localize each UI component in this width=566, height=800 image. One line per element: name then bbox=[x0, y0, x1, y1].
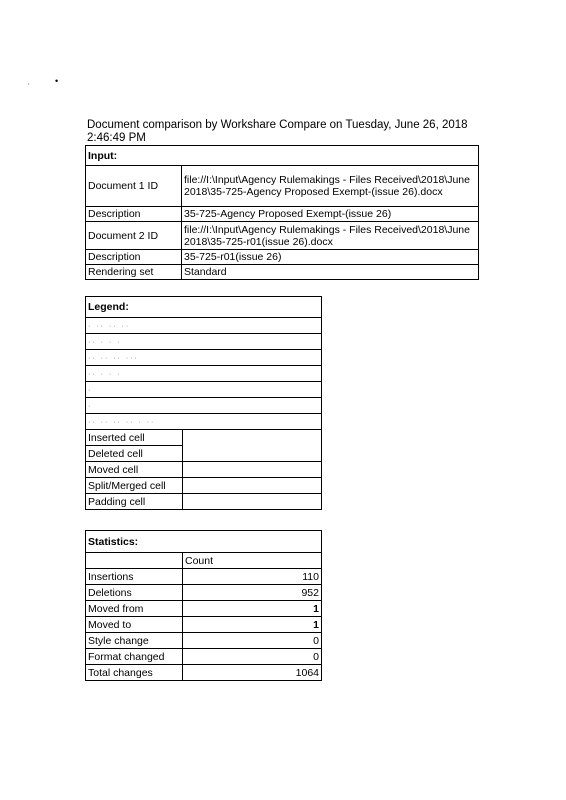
legend-sample-row bbox=[86, 398, 322, 414]
stat-label-format-changed: Format changed bbox=[86, 649, 183, 665]
legend-sample-row bbox=[86, 350, 322, 366]
stat-count-format-changed: 0 bbox=[183, 649, 322, 665]
legend-table bbox=[85, 296, 322, 510]
statistics-header-blank bbox=[86, 553, 183, 569]
document-1-id-label: Document 1 ID bbox=[86, 166, 182, 207]
statistics-title: Statistics: bbox=[86, 531, 322, 553]
stat-count-insertions: 110 bbox=[183, 569, 322, 585]
legend-sample-text: · bbox=[88, 402, 93, 410]
document-1-id-value: file://I:\Input\Agency Rulemakings - Files Received\2018\June 2018\35-725-Agency Proposed Exempt-(issue 26).docx bbox=[182, 166, 479, 207]
legend-inserted-cell: Inserted cell bbox=[86, 430, 183, 446]
legend-sample-row bbox=[86, 334, 322, 350]
rendering-set-value: Standard bbox=[182, 265, 479, 280]
description-1-label: Description bbox=[86, 207, 182, 222]
legend-sample-text: ·· ·· ·· ·· · ·· bbox=[88, 418, 156, 426]
legend-title: Legend: bbox=[86, 297, 322, 318]
description-2-label: Description bbox=[86, 250, 182, 265]
statistics-table bbox=[85, 530, 322, 681]
input-table bbox=[85, 145, 479, 280]
stat-count-deletions: 952 bbox=[183, 585, 322, 601]
stat-label-moved-from: Moved from bbox=[86, 601, 183, 617]
stat-count-style-change: 0 bbox=[183, 633, 322, 649]
stat-count-moved-from: 1 bbox=[183, 601, 322, 617]
stat-count-total-changes: 1064 bbox=[183, 665, 322, 681]
legend-sample-text: ·· ·· ·· ··· bbox=[88, 354, 139, 362]
legend-moved-swatch bbox=[183, 462, 322, 478]
stat-label-style-change: Style change bbox=[86, 633, 183, 649]
scan-speck: ' bbox=[28, 82, 30, 91]
legend-split-merged-cell: Split/Merged cell bbox=[86, 478, 183, 494]
legend-padding-cell: Padding cell bbox=[86, 494, 183, 510]
document-2-id-value: file://I:\Input\Agency Rulemakings - Files Received\2018\June 2018\35-725-r01(issue 26).docx bbox=[182, 222, 479, 250]
statistics-count-header: Count bbox=[183, 553, 322, 569]
document-heading: Document comparison by Workshare Compare on Tuesday, June 26, 2018 2:46:49 PM bbox=[87, 119, 468, 144]
legend-sample-text: · ·· ·· ·· bbox=[88, 322, 131, 330]
legend-sample-row bbox=[86, 414, 322, 430]
description-1-value: 35-725-Agency Proposed Exempt-(issue 26) bbox=[182, 207, 479, 222]
legend-padding-swatch bbox=[183, 494, 322, 510]
stat-label-insertions: Insertions bbox=[86, 569, 183, 585]
description-2-value: 35-725-r01(issue 26) bbox=[182, 250, 479, 265]
legend-sample-text: ·· · · · bbox=[88, 338, 122, 346]
stat-label-total-changes: Total changes bbox=[86, 665, 183, 681]
stat-count-moved-to: 1 bbox=[183, 617, 322, 633]
scan-speck: • bbox=[55, 76, 59, 86]
input-table-title: Input: bbox=[86, 146, 479, 166]
rendering-set-label: Rendering set bbox=[86, 265, 182, 280]
legend-sample-text: · bbox=[88, 386, 93, 394]
document-2-id-label: Document 2 ID bbox=[86, 222, 182, 250]
legend-deleted-cell: Deleted cell bbox=[86, 446, 183, 462]
legend-sample-row bbox=[86, 318, 322, 334]
legend-inserted-deleted-swatch bbox=[183, 430, 322, 462]
legend-sample-text: ·· · · · bbox=[88, 370, 122, 378]
stat-label-moved-to: Moved to bbox=[86, 617, 183, 633]
stat-label-deletions: Deletions bbox=[86, 585, 183, 601]
legend-sample-row bbox=[86, 366, 322, 382]
legend-sample-row bbox=[86, 382, 322, 398]
legend-moved-cell: Moved cell bbox=[86, 462, 183, 478]
legend-split-merged-swatch bbox=[183, 478, 322, 494]
